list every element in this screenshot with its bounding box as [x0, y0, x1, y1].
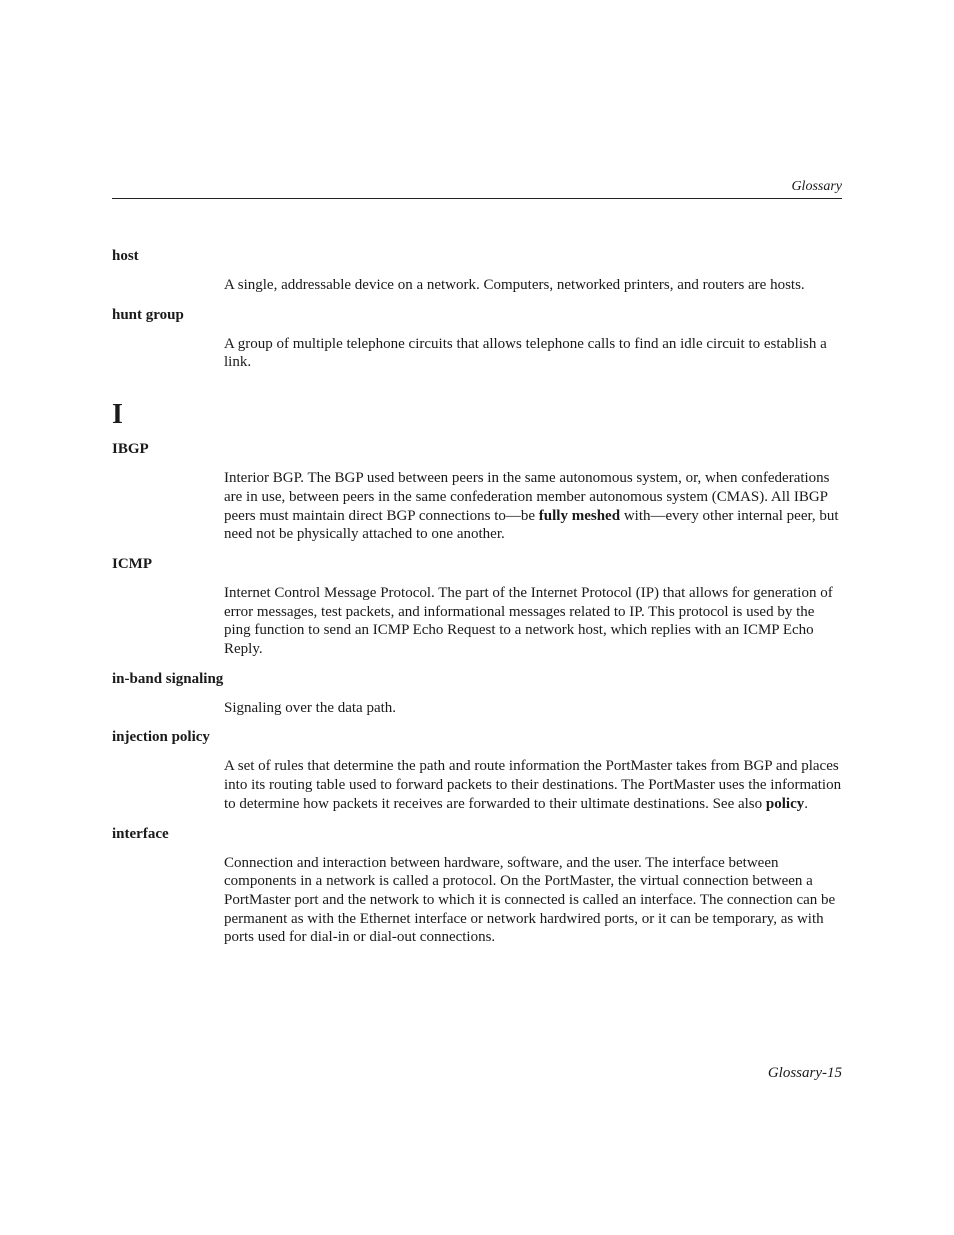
definition-text: .: [804, 795, 808, 812]
glossary-definition: Connection and interaction between hardware, software, and the user. The interface between components in a network is called a protocol. On the PortMaster, the virtual connection between a PortMaster port and the network to which it is connected is called an interface. The connection can be permanent as with the Ethernet interface or network hardwired ports, or it can be temporary, as with ports used for dial-in or dial-out connections.: [224, 854, 836, 946]
definition-text: with—every other internal peer, but need not be physically attached to one another.: [224, 507, 839, 543]
glossary-term: in-band signaling: [112, 670, 224, 687]
glossary-entry-in-band-signaling: [112, 670, 842, 718]
glossary-term: hunt group: [112, 306, 184, 323]
glossary-definition: Signaling over the data path.: [224, 699, 397, 716]
glossary-content: [112, 247, 842, 947]
running-head: Glossary: [791, 179, 842, 194]
glossary-entry-interface: [112, 825, 842, 948]
header-rule: [112, 198, 842, 199]
definition-text: Interior BGP. The BGP used between peers in the same autonomous system, or, when confederations are in use, between peers in the same confederation member autonomous system (CMAS). All IBGP peers must maintain direct BGP connections to—be: [224, 470, 830, 524]
glossary-entry-ibgp: [112, 440, 842, 544]
glossary-term: injection policy: [112, 729, 210, 746]
glossary-entry-icmp: [112, 555, 842, 659]
glossary-term: ICMP: [112, 555, 152, 572]
section-letter-heading: I: [112, 399, 123, 431]
glossary-definition: A single, addressable device on a network. Computers, networked printers, and routers are hosts.: [224, 277, 805, 293]
page-number: Glossary-15: [767, 1065, 842, 1081]
glossary-entry-host: [112, 247, 842, 295]
glossary-definition: A group of multiple telephone circuits that allows telephone calls to find an idle circuit to establish a link.: [224, 335, 827, 371]
cross-reference-term: fully meshed: [538, 507, 621, 524]
cross-reference-term: policy: [765, 795, 805, 812]
glossary-definition: Internet Control Message Protocol. The part of the Internet Protocol (IP) that allows for generation of error messages, test packets, and informational messages related to IP. This protocol is used by the ping function to send an ICMP Echo Request to a network host, which replies with an ICMP Echo Reply.: [224, 584, 833, 658]
glossary-term: interface: [112, 825, 169, 842]
glossary-definition: [224, 757, 842, 813]
glossary-term: host: [112, 248, 139, 264]
glossary-definition: [224, 469, 842, 544]
glossary-term: IBGP: [112, 441, 149, 458]
definition-text: A set of rules that determine the path and route information the PortMaster takes from BGP and places into its routing table used to forward packets to their destinations. The PortMaster uses the information to determine how packets it receives are forwarded to their ultimate destinations. See also: [224, 758, 842, 812]
glossary-entry-injection-policy: [112, 728, 842, 813]
glossary-entry-hunt-group: [112, 306, 842, 372]
